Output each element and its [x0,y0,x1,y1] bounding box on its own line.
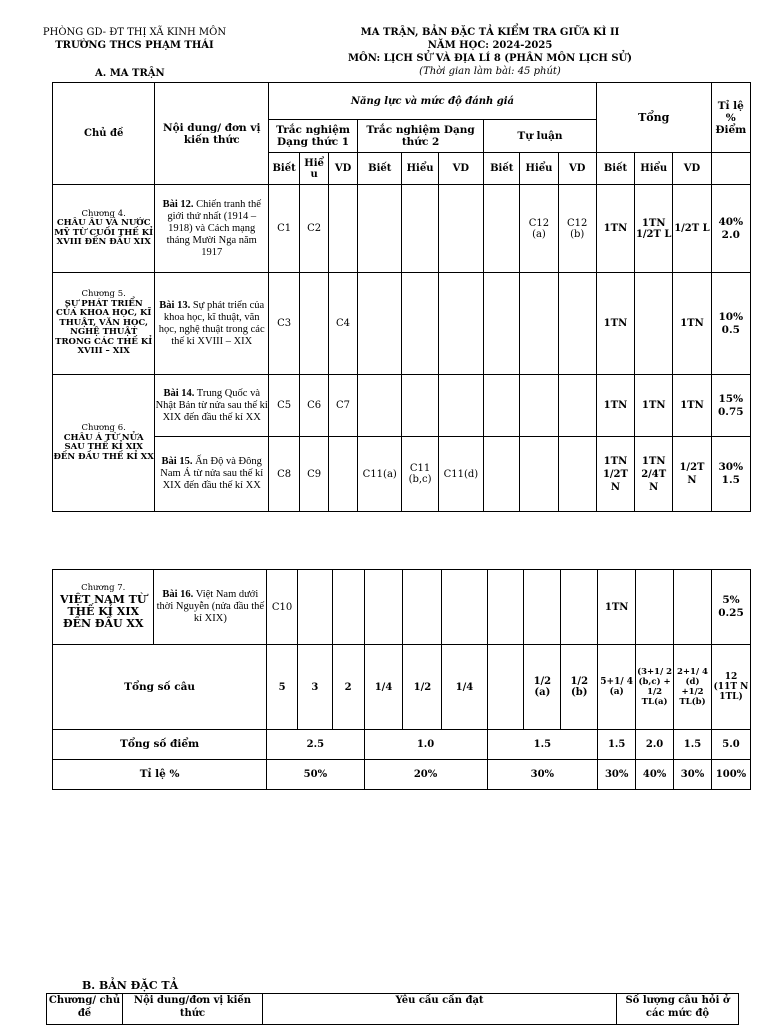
ratio-cell: 10% 0.5 [711,273,750,375]
matrix-cell [329,437,358,512]
percent-label: Tỉ lệ % [53,760,267,790]
total-questions-value: 2 [332,645,364,730]
matrix-cell: C3 [269,273,300,375]
matrix-cell [402,273,438,375]
total-cell [674,570,712,645]
matrix-cell: C4 [329,273,358,375]
chapter-name: VIỆT NAM TỪ THẾ KỈ XIX ĐẾN ĐẦU XX [60,592,147,630]
matrix-cell [524,570,561,645]
percent-value: 30% [487,760,598,790]
total-questions-value: (3+1/ 2 (b,c) + 1/2 TL(a) [636,645,674,730]
matrix-cell [438,185,483,273]
matrix-cell [332,570,364,645]
matrix-cell [484,273,520,375]
lesson-title: Ấn Độ và Đông Nam Á từ nửa sau thế kỉ XIX đến đầu thế kỉ XX [160,456,264,491]
lesson-number: Bài 15. [161,456,193,467]
matrix-cell [438,273,483,375]
matrix-cell [364,570,403,645]
ratio-cell: 15% 0.75 [711,375,750,437]
matrix-cell [402,185,438,273]
matrix-cell: C10 [267,570,298,645]
document-header [330,26,650,78]
lesson-13-cell [155,273,269,375]
matrix-cell: C7 [329,375,358,437]
total-cell: 1TN 1/2T L [635,185,673,273]
total-cell: 1TN 2/4T N [635,437,673,512]
matrix-cell: C5 [269,375,300,437]
matrix-cell [520,273,558,375]
total-questions-value: 3 [297,645,332,730]
matrix-cell [329,185,358,273]
ratio-cell: 40% 2.0 [711,185,750,273]
chapter-6-cell [53,375,155,512]
total-cell: 1TN [596,273,634,375]
percent-value: 40% [636,760,674,790]
percent-value: 100% [711,760,750,790]
department-name: PHÒNG GD- ĐT THỊ XÃ KINH MÔN [42,27,227,38]
school-name: TRƯỜNG THCS PHẠM THÁI [55,40,214,51]
total-points-value: 1.0 [364,730,487,760]
total-cell: 1/2T N [673,437,711,512]
spec-table [46,993,739,1025]
total-cell: 1TN 1/2T N [596,437,634,512]
matrix-cell: C12 (b) [558,185,596,273]
level-understand: Hiể u [300,153,329,185]
matrix-cell [487,570,524,645]
total-cell: 1TN [596,375,634,437]
chapter-name: SỰ PHÁT TRIỂN CỦA KHOA HỌC, KĨ THUẬT, VĂN HỌC, NGHỆ THUẬT TRONG CÁC THẾ KỈ XVIII – XIX [55,298,153,357]
level-know: Biết [596,153,634,185]
header-topic: Chủ đề [53,83,155,185]
lesson-number: Bài 12. [162,198,194,210]
matrix-cell [558,273,596,375]
spec-header-requirement: Yêu cầu cần đạt [263,994,617,1025]
matrix-cell [442,570,487,645]
lesson-number: Bài 13. [159,299,191,311]
matrix-table [52,82,751,512]
total-points-value: 1.5 [487,730,598,760]
subject-line: MÔN: LỊCH SỬ VÀ ĐỊA LÍ 8 (PHÂN MÔN LỊCH SỬ) [347,53,633,64]
total-points-value: 1.5 [598,730,636,760]
matrix-cell [487,645,524,730]
department-header [32,26,237,52]
time-note: (Thời gian làm bài: 45 phút) [419,66,561,77]
lesson-14-cell [155,375,269,437]
lesson-12-cell [155,185,269,273]
matrix-cell [358,375,402,437]
total-cell: 1TN [635,375,673,437]
matrix-cell [558,375,596,437]
level-understand: Hiểu [520,153,558,185]
lesson-title: Sự phát triển của khoa học, kĩ thuật, văn học, nghệ thuật trong các thế kỉ XVIII – XIX [158,299,265,347]
percent-value: 50% [267,760,364,790]
total-questions-value: 1/2 (b) [561,645,598,730]
total-points-value: 2.0 [636,730,674,760]
total-questions-label: Tổng số câu [53,645,267,730]
matrix-cell: C6 [300,375,329,437]
matrix-cell [403,570,442,645]
level-understand: Hiểu [635,153,673,185]
total-questions-value: 1/4 [364,645,403,730]
total-points-value: 1.5 [674,730,712,760]
total-cell: 1TN [673,375,711,437]
matrix-cell [297,570,332,645]
matrix-cell [484,375,520,437]
header-tn-type2: Trắc nghiệm Dạng thức 2 [358,120,484,153]
total-questions-value: 5 [267,645,298,730]
document-title: MA TRẬN, BẢN ĐẶC TẢ KIỂM TRA GIỮA KÌ II [360,27,620,38]
total-points-value: 5.0 [711,730,750,760]
lesson-title: Việt Nam dưới thời Nguyễn (nửa đầu thế kỉ XIX) [156,589,265,624]
school-year: NĂM HỌC: 2024-2025 [427,40,553,51]
chapter-label: Chương 6. [81,423,126,433]
chapter-4-cell [53,185,155,273]
matrix-cell [520,437,558,512]
level-know: Biết [484,153,520,185]
lesson-title: Trung Quốc và Nhật Bản từ nửa sau thế kỉ XIX đến đầu thế kỉ XX [155,387,268,423]
section-b-title: B. BẢN ĐẶC TẢ [82,979,179,992]
header-content: Nội dung/ đơn vị kiến thức [155,83,269,185]
matrix-cell: C2 [300,185,329,273]
header-competency: Năng lực và mức độ đánh giá [269,83,597,120]
matrix-cell [358,185,402,273]
level-know: Biết [358,153,402,185]
matrix-cell [484,185,520,273]
header-ratio: Tỉ lệ % Điểm [711,83,750,153]
matrix-cell: C11 (b,c) [402,437,438,512]
chapter-name: CHÂU Á TỪ NỬA SAU THẾ KỈ XIX ĐẾN ĐẦU THẾ KỈ XX [53,432,154,462]
matrix-cell: C11(d) [438,437,483,512]
total-cell: 1/2T L [673,185,711,273]
total-questions-value: 12 (11T N 1TL) [711,645,750,730]
header-essay: Tự luận [484,120,597,153]
matrix-cell: C9 [300,437,329,512]
chapter-5-cell [53,273,155,375]
level-apply: VD [558,153,596,185]
matrix-cell [358,273,402,375]
matrix-cell: C8 [269,437,300,512]
level-understand: Hiểu [402,153,438,185]
lesson-number: Bài 16. [162,589,194,600]
matrix-cell: C11(a) [358,437,402,512]
chapter-name: CHÂU ÂU VÀ NƯỚC MỸ TỪ CUỐI THẾ KỈ XVIII ĐẾN ĐẦU XIX [54,218,154,247]
total-questions-value: 2+1/ 4 (d) +1/2 TL(b) [674,645,712,730]
level-know: Biết [269,153,300,185]
matrix-cell: C12 (a) [520,185,558,273]
lesson-16-cell [154,570,267,645]
matrix-cell [558,437,596,512]
total-points-label: Tổng số điểm [53,730,267,760]
section-a-title: A. MA TRẬN [95,68,165,79]
lesson-15-cell [155,437,269,512]
header-total: Tổng [596,83,711,153]
matrix-cell [300,273,329,375]
total-questions-value: 1/4 [442,645,487,730]
ratio-cell: 5% 0.25 [711,570,750,645]
lesson-number: Bài 14. [163,387,195,399]
level-apply: VD [438,153,483,185]
ratio-cell: 30% 1.5 [711,437,750,512]
percent-value: 30% [598,760,636,790]
level-apply: VD [329,153,358,185]
matrix-cell [561,570,598,645]
total-questions-value: 1/2 [403,645,442,730]
total-cell: 1TN [673,273,711,375]
chapter-label: Chương 7. [81,583,126,594]
ratio-header-filler [711,153,750,185]
total-questions-value: 1/2 (a) [524,645,561,730]
chapter-7-cell [53,570,154,645]
chapter-label: Chương 4. [81,208,126,219]
total-cell: 1TN [598,570,636,645]
matrix-cell [484,437,520,512]
total-cell [636,570,674,645]
spec-header-topic: Chương/ chủ đề [47,994,123,1025]
total-cell: 1TN [596,185,634,273]
total-cell [635,273,673,375]
lesson-title: Chiến tranh thế giới thứ nhất (1914 – 1918) và Cách mạng tháng Mười Nga năm 1917 [166,198,261,258]
spec-header-content: Nội dung/đơn vị kiến thức [123,994,263,1025]
header-tn-type1: Trắc nghiệm Dạng thức 1 [269,120,358,153]
percent-value: 20% [364,760,487,790]
total-points-value: 2.5 [267,730,364,760]
percent-value: 30% [674,760,712,790]
matrix-cell [438,375,483,437]
matrix-table-continued [52,569,751,790]
level-apply: VD [673,153,711,185]
matrix-cell [402,375,438,437]
matrix-cell [520,375,558,437]
spec-header-question-count: Số lượng câu hỏi ở các mức độ [617,994,739,1025]
chapter-label: Chương 5. [81,289,126,300]
matrix-cell: C1 [269,185,300,273]
total-questions-value: 5+1/ 4 (a) [598,645,636,730]
